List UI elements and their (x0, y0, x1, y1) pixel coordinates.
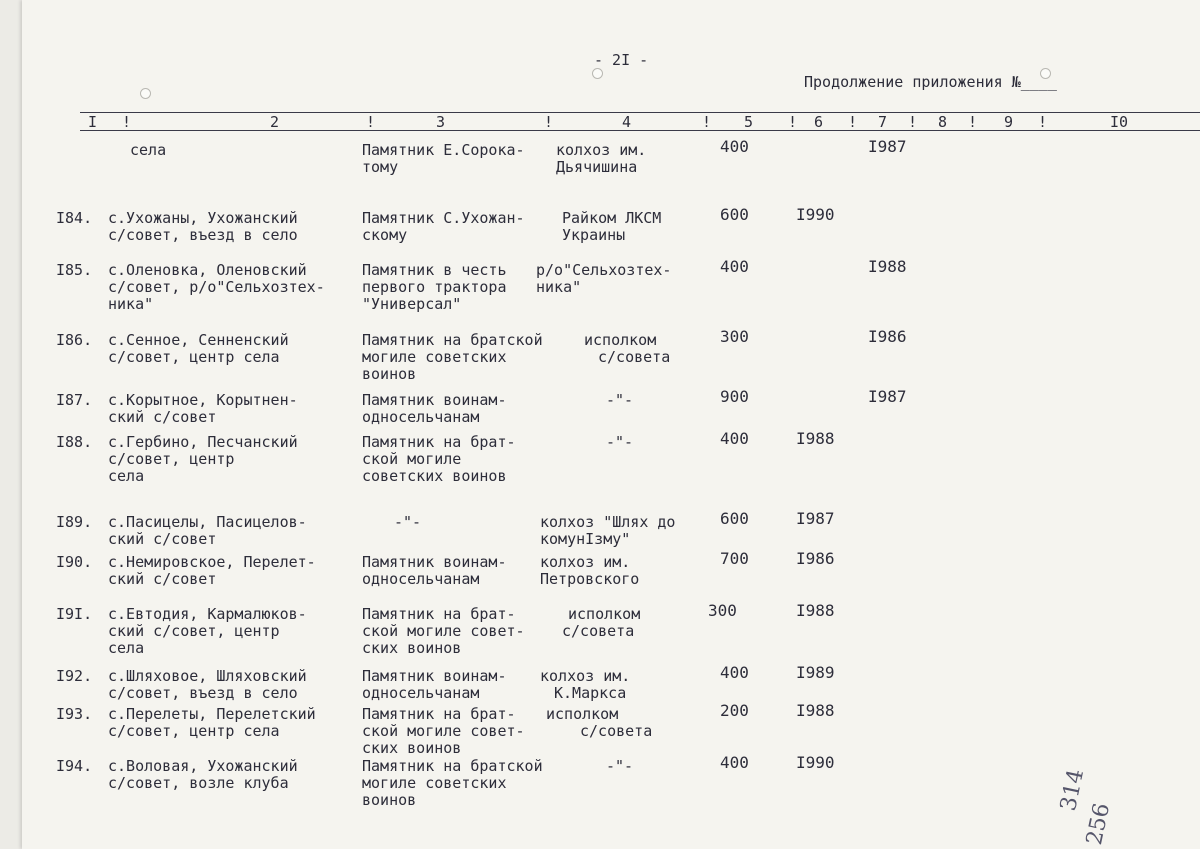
organization-cell: -"- (606, 433, 634, 451)
monument-cell: Памятник на брат- ской могиле совет- ских воинов (362, 605, 525, 657)
cost-cell: 400 (720, 137, 749, 156)
place-cell: с.Немировское, Перелет- ский с/совет (108, 553, 316, 588)
cost-cell: 600 (720, 205, 749, 224)
column-separator: ! (788, 113, 798, 131)
handwritten-archive-number: 314 (1056, 766, 1090, 814)
column-separator: ! (968, 113, 978, 131)
place-cell: с.Корытное, Корытнен- ский с/совет (108, 391, 298, 426)
column-header: 2 (270, 113, 280, 131)
header-bottom-rule (80, 130, 1200, 131)
cost-cell: 200 (720, 701, 749, 720)
organization-cell: р/о"Сельхозтех- ника" (536, 261, 672, 296)
column-separator: ! (544, 113, 554, 131)
continuation-label: Продолжение приложения №____ (804, 73, 1057, 91)
cost-cell: 600 (720, 509, 749, 528)
row-number: I87. (56, 391, 93, 409)
year-col6-cell: I990 (796, 753, 835, 772)
organization-cell: колхоз им. Петровского (540, 553, 640, 588)
year-col6-cell: I986 (796, 549, 835, 568)
monument-cell: Памятник на брат- ской могиле советских воинов (362, 433, 516, 485)
organization-cell: -"- (606, 391, 634, 409)
row-number: I9I. (56, 605, 93, 623)
monument-cell: Памятник Е.Сорока- тому (362, 141, 525, 176)
header-top-rule (80, 112, 1200, 113)
row-number: I90. (56, 553, 93, 571)
cost-cell: 400 (720, 257, 749, 276)
document-page (22, 0, 1200, 849)
place-cell: с.Пасицелы, Пасицелов- ский с/совет (108, 513, 307, 548)
place-cell: с.Шляховое, Шляховский с/совет, въезд в село (108, 667, 307, 702)
column-header: 9 (1004, 113, 1014, 131)
cost-cell: 400 (720, 753, 749, 772)
place-cell: с.Перелеты, Перелетский с/совет, центр села (108, 705, 316, 740)
organization-cell: Райком ЛКСМ Украины (562, 209, 662, 244)
column-header: 5 (744, 113, 754, 131)
organization-cell: колхоз им. К.Маркса (540, 667, 631, 702)
year-col6-cell: I988 (796, 429, 835, 448)
place-cell: с.Гербино, Песчанский с/совет, центр села (108, 433, 298, 485)
place-cell: с.Ухожаны, Ухожанский с/совет, въезд в село (108, 209, 298, 244)
row-number: I93. (56, 705, 93, 723)
year-col6-cell: I988 (796, 601, 835, 620)
year-col6-cell: I990 (796, 205, 835, 224)
page-number: - 2I - (594, 51, 649, 69)
cost-cell: 900 (720, 387, 749, 406)
column-header: I (88, 113, 98, 131)
organization-cell: -"- (606, 757, 634, 775)
column-separator: ! (122, 113, 132, 131)
year-col6-cell: I988 (796, 701, 835, 720)
place-cell: с.Воловая, Ухожанский с/совет, возле клуба (108, 757, 298, 792)
column-separator: ! (908, 113, 918, 131)
row-number: I92. (56, 667, 93, 685)
place-cell: с.Сенное, Сенненский с/совет, центр села (108, 331, 289, 366)
year-col6-cell: I989 (796, 663, 835, 682)
monument-cell: Памятник на братской могиле советских воинов (362, 331, 543, 383)
column-header: 6 (814, 113, 824, 131)
year-col7-cell: I986 (868, 327, 907, 346)
handwritten-archive-number: 256 (1082, 800, 1116, 848)
cost-cell: 400 (720, 429, 749, 448)
place-cell: села (130, 141, 167, 159)
organization-cell: колхоз им. Дьячишина (556, 141, 647, 176)
cost-cell: 400 (720, 663, 749, 682)
organization-cell: исполком с/совета (546, 705, 653, 740)
organization-cell: исполком с/совета (562, 605, 641, 640)
row-number: I88. (56, 433, 93, 451)
punch-hole-mark (140, 88, 151, 99)
column-header: 7 (878, 113, 888, 131)
year-col6-cell: I987 (796, 509, 835, 528)
monument-cell: -"- (394, 513, 422, 531)
year-col7-cell: I987 (868, 387, 907, 406)
monument-cell: Памятник воинам- односельчанам (362, 667, 507, 702)
column-header: 4 (622, 113, 632, 131)
row-number: I86. (56, 331, 93, 349)
column-separator: ! (848, 113, 858, 131)
cost-cell: 300 (720, 327, 749, 346)
year-col7-cell: I987 (868, 137, 907, 156)
organization-cell: колхоз "Шлях до комунIзму" (540, 513, 676, 548)
monument-cell: Памятник воинам- односельчанам (362, 553, 507, 588)
row-number: I84. (56, 209, 93, 227)
year-col7-cell: I988 (868, 257, 907, 276)
place-cell: с.Оленовка, Оленовский с/совет, р/о"Сельхозтех- ника" (108, 261, 325, 313)
monument-cell: Памятник на брат- ской могиле совет- ских воинов (362, 705, 525, 757)
row-number: I89. (56, 513, 93, 531)
column-separator: ! (366, 113, 376, 131)
column-header: 3 (436, 113, 446, 131)
cost-cell: 300 (708, 601, 737, 620)
column-separator: ! (1038, 113, 1048, 131)
column-separator: ! (702, 113, 712, 131)
place-cell: с.Евтодия, Кармалюков- ский с/совет, центр села (108, 605, 307, 657)
monument-cell: Памятник на братской могиле советских воинов (362, 757, 543, 809)
organization-cell: исполком с/совета (584, 331, 671, 366)
cost-cell: 700 (720, 549, 749, 568)
row-number: I85. (56, 261, 93, 279)
row-number: I94. (56, 757, 93, 775)
column-header: I0 (1110, 113, 1129, 131)
punch-hole-mark (592, 68, 603, 79)
monument-cell: Памятник в честь первого трактора "Универсал" (362, 261, 507, 313)
monument-cell: Памятник воинам- односельчанам (362, 391, 507, 426)
monument-cell: Памятник С.Ухожан- скому (362, 209, 525, 244)
column-header: 8 (938, 113, 948, 131)
